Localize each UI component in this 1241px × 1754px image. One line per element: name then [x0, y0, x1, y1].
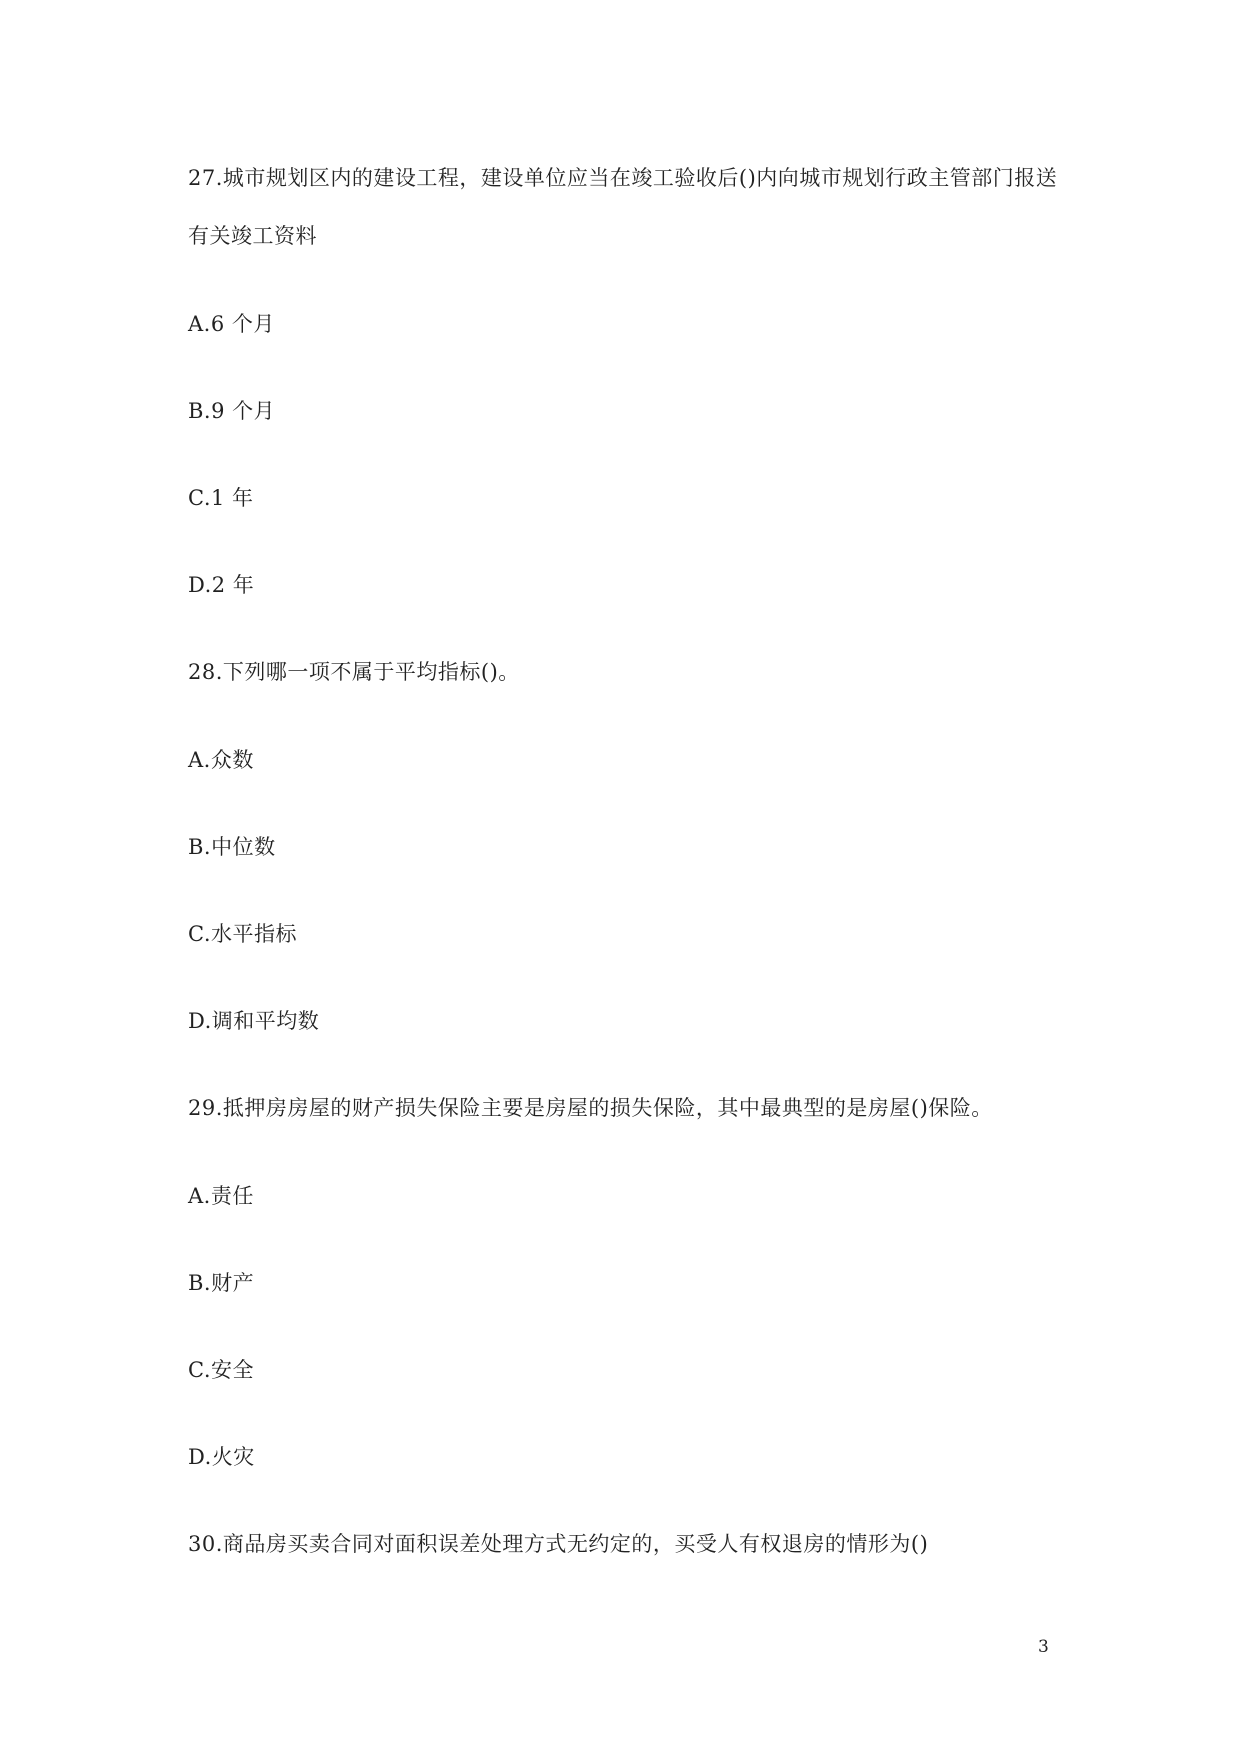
page-number: 3 — [1038, 1637, 1049, 1657]
question-30-stem: 30.商品房买卖合同对面积误差处理方式无约定的，买受人有权退房的情形为() — [188, 1532, 929, 1556]
question-27-stem-line-2: 有关竣工资料 — [188, 224, 317, 248]
question-27-option-c: C.1 年 — [188, 486, 254, 510]
question-29-option-a: A.责任 — [188, 1184, 254, 1208]
question-28-option-a: A.众数 — [188, 748, 254, 772]
question-28-option-c: C.水平指标 — [188, 922, 297, 946]
question-28-option-d: D.调和平均数 — [188, 1009, 320, 1033]
question-28-option-b: B.中位数 — [188, 835, 276, 859]
question-27-option-a: A.6 个月 — [188, 312, 275, 336]
question-27-option-d: D.2 年 — [188, 573, 255, 597]
question-28-stem: 28.下列哪一项不属于平均指标()。 — [188, 660, 520, 684]
question-29-option-d: D.火灾 — [188, 1445, 255, 1469]
question-27-option-b: B.9 个月 — [188, 399, 276, 423]
question-29-option-b: B.财产 — [188, 1271, 255, 1295]
question-27-stem-line-1: 27.城市规划区内的建设工程，建设单位应当在竣工验收后()内向城市规划行政主管部门报送 — [188, 166, 1058, 190]
question-29-option-c: C.安全 — [188, 1358, 254, 1382]
question-29-stem: 29.抵押房房屋的财产损失保险主要是房屋的损失保险，其中最典型的是房屋()保险。 — [188, 1096, 993, 1120]
